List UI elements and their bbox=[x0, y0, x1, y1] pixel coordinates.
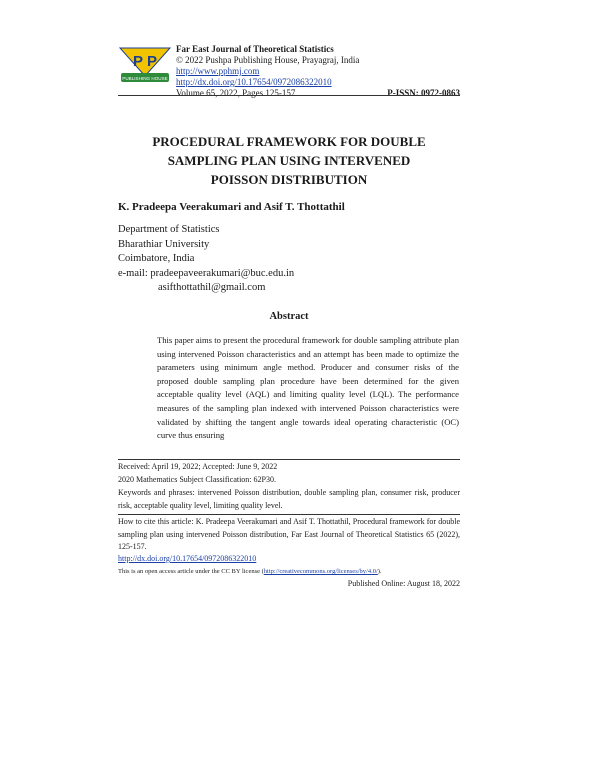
keywords: Keywords and phrases: intervened Poisson distribution, double sampling plan, consumer risk, producer risk, acceptable quality level, limiting quality level. bbox=[118, 488, 460, 510]
msc-classification: 2020 Mathematics Subject Classification: 62P30. bbox=[118, 475, 276, 484]
city: Coimbatore, India bbox=[118, 253, 195, 264]
footer-divider-2 bbox=[118, 514, 460, 515]
logo-banner: PUBLISHING HOUSE bbox=[122, 76, 168, 81]
oa-prefix: This is an open access article under the CC BY license ( bbox=[118, 568, 264, 575]
paper-title bbox=[118, 132, 460, 189]
citation-doi-link[interactable]: http://dx.doi.org/10.17654/0972086322010 bbox=[118, 554, 257, 563]
received-dates: Received: April 19, 2022; Accepted: June 9, 2022 bbox=[118, 462, 278, 471]
issn: P-ISSN: 0972-0863 bbox=[387, 88, 460, 98]
email-2: asifthottathil@gmail.com bbox=[158, 282, 266, 293]
citation: How to cite this article: K. Pradeepa Veerakumari and Asif T. Thottathil, Procedural framework for double sampling plan using intervened Poisson distribution, Far East Journal of Theoretical Statistics 65 (2022), 125-157. bbox=[118, 517, 460, 551]
footer-divider-1 bbox=[118, 459, 460, 460]
copyright-line: © 2022 Pushpa Publishing House, Prayagraj, India bbox=[176, 55, 360, 65]
volume-pages: Volume 65, 2022, Pages 125-157 bbox=[176, 88, 296, 98]
journal-header bbox=[176, 44, 460, 99]
doi-link[interactable]: http://dx.doi.org/10.17654/0972086322010 bbox=[176, 77, 332, 87]
department: Department of Statistics bbox=[118, 224, 220, 235]
title-line-2: SAMPLING PLAN USING INTERVENED bbox=[167, 153, 411, 168]
cc-license-link[interactable]: http://creativecommons.org/licenses/by/4.0/ bbox=[263, 568, 378, 575]
university: Bharathiar University bbox=[118, 238, 210, 250]
journal-name: Far East Journal of Theoretical Statistics bbox=[176, 44, 334, 54]
authors: K. Pradeepa Veerakumari and Asif T. Thottathil bbox=[118, 201, 345, 213]
email-1: e-mail: pradeepaveerakumari@buc.edu.in bbox=[118, 267, 295, 279]
open-access-notice bbox=[118, 567, 460, 576]
website-link[interactable]: http://www.pphmj.com bbox=[176, 66, 260, 76]
published-date: Published Online: August 18, 2022 bbox=[347, 579, 460, 588]
title-line-1: PROCEDURAL FRAMEWORK FOR DOUBLE bbox=[152, 134, 426, 149]
logo-letters: P P bbox=[133, 53, 157, 70]
title-line-3: POISSON DISTRIBUTION bbox=[210, 172, 368, 187]
header-divider bbox=[118, 95, 460, 96]
abstract-text: This paper aims to present the procedural framework for double sampling attribute plan using intervened Poisson characteristics and an attempt has been made to optimize the parameters using minimum angle method. Producer and consumer risks of the proposed double sampling plan procedure have been determined for the given acceptable quality level (AQL) and limiting quality level (LQL). The performance measures of the sampling plan indexed with intervened Poisson characteristics were validated by shifting the tangent angle towards ideal operating characteristic (OC) curve thus ensuring bbox=[157, 335, 459, 441]
abstract-heading: Abstract bbox=[269, 311, 309, 322]
oa-suffix: ). bbox=[377, 568, 382, 575]
affiliation bbox=[118, 223, 294, 296]
publisher-logo bbox=[118, 46, 172, 92]
